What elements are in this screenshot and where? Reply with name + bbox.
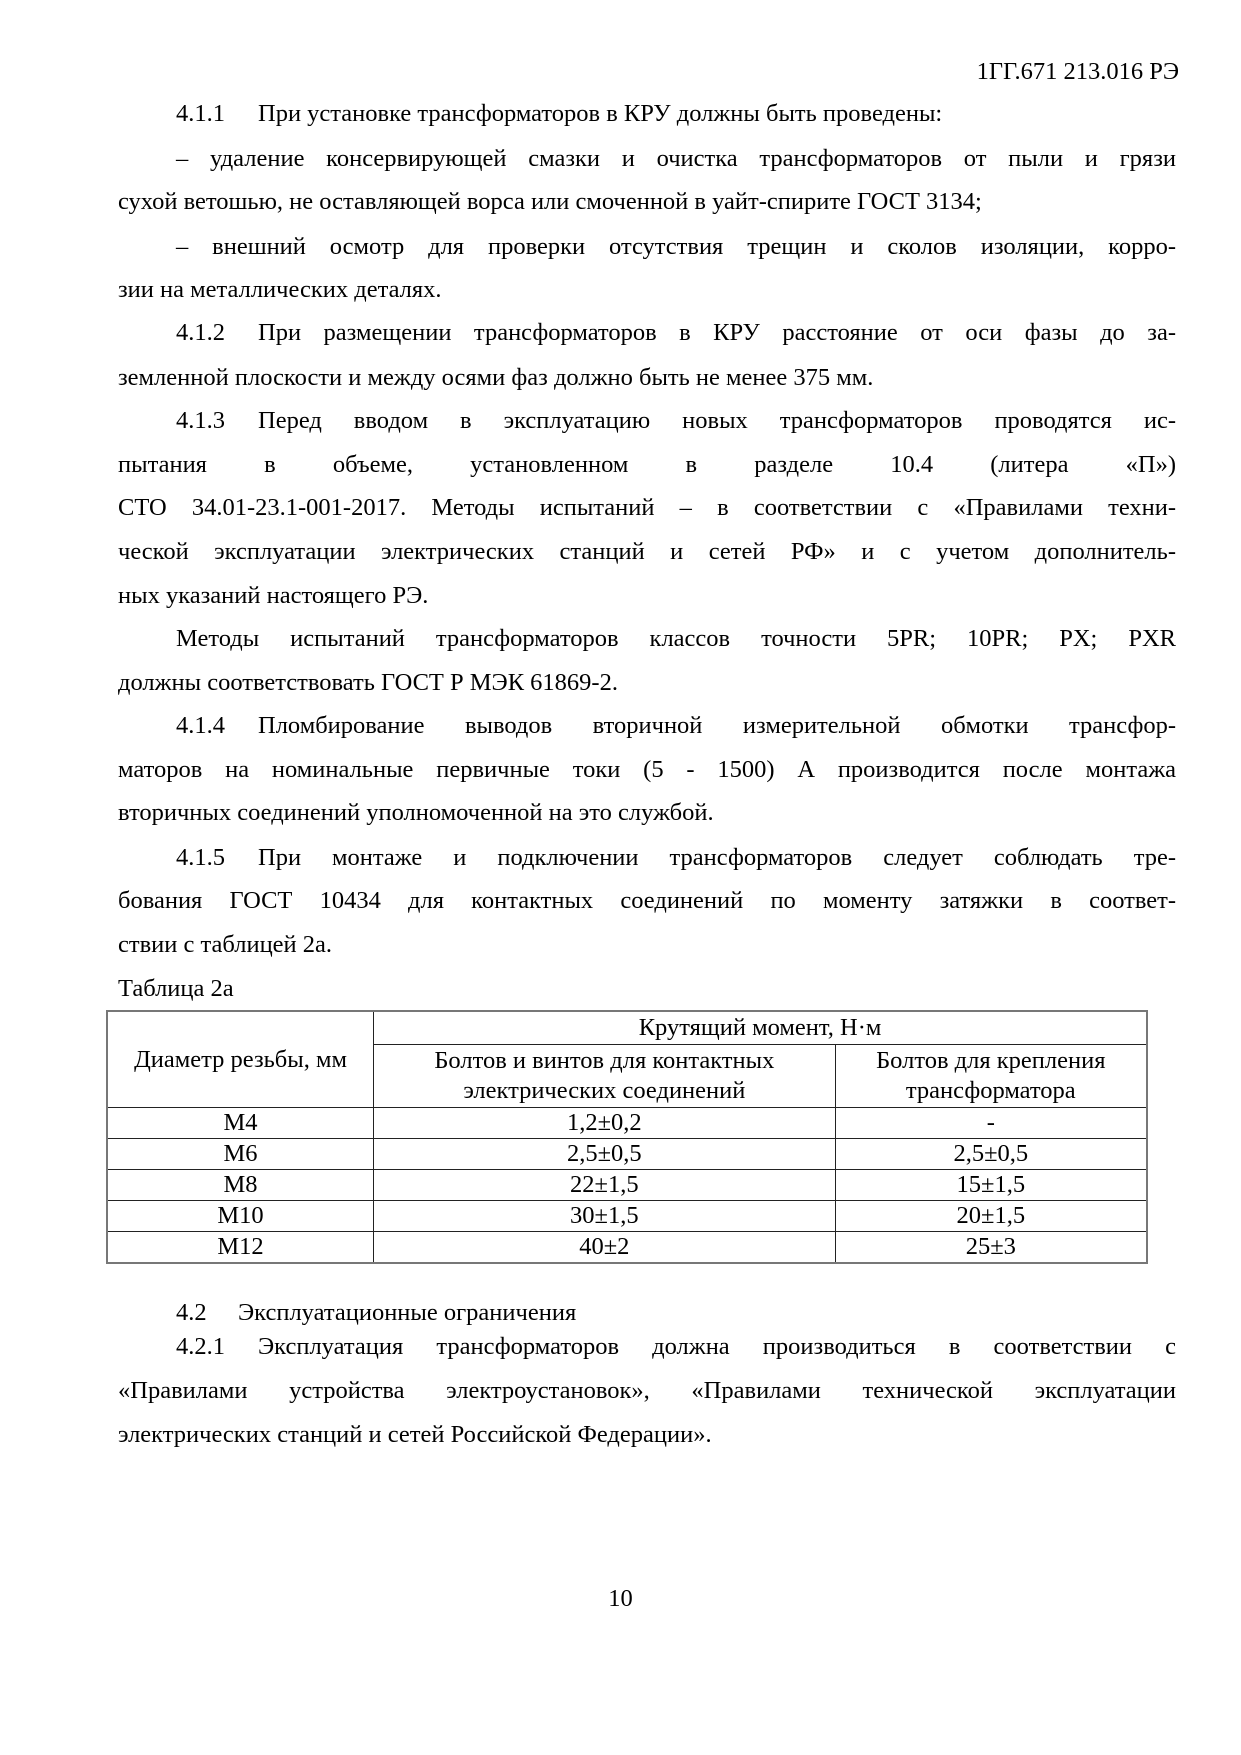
cell-thread-diameter: М12 (107, 1232, 374, 1264)
clause-text: При размещении трансформаторов в КРУ расстояние от оси фазы до за- (258, 319, 1176, 346)
paragraph-4-1-5-line (176, 843, 1176, 873)
table-header-row (107, 1011, 1147, 1045)
list-item-line: сухой ветошью, не оставляющей ворса или смоченной в уайт-спирите ГОСТ 3134; (118, 188, 982, 215)
paragraph-line: СТО 34.01-23.1-001-2017. Методы испытаний – в соответствии с «Правилами техни- (118, 494, 1176, 521)
list-item-line: – внешний осмотр для проверки отсутствия трещин и сколов изоляции, корро- (176, 233, 1176, 260)
table-caption: Таблица 2а (118, 975, 234, 1002)
clause-number: 4.1.3 (176, 407, 225, 434)
table-row (107, 1108, 1147, 1139)
clause-number: 4.1.2 (176, 319, 225, 346)
paragraph-line: вторичных соединений уполномоченной на это службой. (118, 799, 714, 826)
cell-thread-diameter: М6 (107, 1139, 374, 1170)
section-title: Эксплуатационные ограничения (238, 1299, 577, 1326)
clause-number: 4.1.4 (176, 712, 225, 739)
torque-table (106, 1010, 1148, 1264)
cell-contact-torque: 2,5±0,5 (374, 1139, 836, 1170)
section-4-2-heading (176, 1298, 1176, 1328)
cell-contact-torque: 22±1,5 (374, 1170, 836, 1201)
paragraph-line: бования ГОСТ 10434 для контактных соединений по моменту затяжки в соответ- (118, 887, 1176, 914)
paragraph-4-2-1-line (176, 1332, 1176, 1362)
cell-mount-torque: - (835, 1108, 1147, 1139)
clause-text: Пломбирование выводов вторичной измерительной обмотки трансфор- (258, 712, 1176, 739)
paragraph-line: земленной плоскости и между осями фаз должно быть не менее 375 мм. (118, 364, 874, 391)
paragraph-line: ных указаний настоящего РЭ. (118, 582, 429, 609)
cell-mount-torque: 20±1,5 (835, 1201, 1147, 1232)
paragraph-line: ствии с таблицей 2а. (118, 931, 333, 958)
paragraph-line: электрических станций и сетей Российской Федерации». (118, 1421, 712, 1448)
cell-thread-diameter: М8 (107, 1170, 374, 1201)
document-code: 1ГГ.671 213.016 РЭ (976, 58, 1179, 85)
cell-mount-torque: 25±3 (835, 1232, 1147, 1264)
page-number: 10 (608, 1585, 633, 1612)
clause-text: Эксплуатация трансформаторов должна производиться в соответствии с (258, 1333, 1176, 1360)
cell-contact-torque: 30±1,5 (374, 1201, 836, 1232)
cell-contact-torque: 1,2±0,2 (374, 1108, 836, 1139)
cell-contact-torque: 40±2 (374, 1232, 836, 1264)
table-row (107, 1170, 1147, 1201)
header-torque-group: Крутящий момент, Н·м (374, 1011, 1147, 1045)
list-item-line: зии на металлических деталях. (118, 276, 442, 303)
paragraph-line: ческой эксплуатации электрических станций и сетей РФ» и с учетом дополнитель- (118, 538, 1176, 565)
cell-thread-diameter: М4 (107, 1108, 374, 1139)
header-thread-diameter: Диаметр резьбы, мм (107, 1011, 374, 1108)
header-contact-bolts: Болтов и винтов для контактных электрических соединений (374, 1045, 836, 1108)
paragraph-4-1-2-line (176, 318, 1176, 348)
header-mount-bolts: Болтов для крепления трансформатора (835, 1045, 1147, 1108)
cell-mount-torque: 15±1,5 (835, 1170, 1147, 1201)
cell-thread-diameter: М10 (107, 1201, 374, 1232)
paragraph-line: «Правилами устройства электроустановок», «Правилами технической эксплуатации (118, 1377, 1176, 1404)
clause-text: При монтаже и подключении трансформаторов следует соблюдать тре- (258, 844, 1176, 871)
paragraph-line: маторов на номинальные первичные токи (5 - 1500) А производится после монтажа (118, 756, 1176, 783)
clause-number: 4.1.5 (176, 844, 225, 871)
list-item-line: – удаление консервирующей смазки и очистка трансформаторов от пыли и грязи (176, 145, 1176, 172)
paragraph-line: должны соответствовать ГОСТ Р МЭК 61869-2. (118, 669, 618, 696)
cell-mount-torque: 2,5±0,5 (835, 1139, 1147, 1170)
paragraph-line: пытания в объеме, установленном в разделе 10.4 (литера «П») (118, 451, 1176, 478)
paragraph-4-1-4-line (176, 711, 1176, 741)
clause-text: Перед вводом в эксплуатацию новых трансформаторов проводятся ис- (258, 407, 1176, 434)
table-row (107, 1139, 1147, 1170)
clause-number: 4.1.1 (176, 100, 225, 127)
paragraph-4-1-1-heading (176, 99, 1176, 129)
paragraph-4-1-3-line (176, 406, 1176, 436)
paragraph-line: Методы испытаний трансформаторов классов точности 5PR; 10PR; PX; PXR (176, 625, 1176, 652)
clause-text: При установке трансформаторов в КРУ должны быть проведены: (258, 100, 943, 127)
table-row (107, 1201, 1147, 1232)
section-number: 4.2 (176, 1299, 207, 1326)
table-row (107, 1232, 1147, 1264)
clause-number: 4.2.1 (176, 1333, 225, 1360)
